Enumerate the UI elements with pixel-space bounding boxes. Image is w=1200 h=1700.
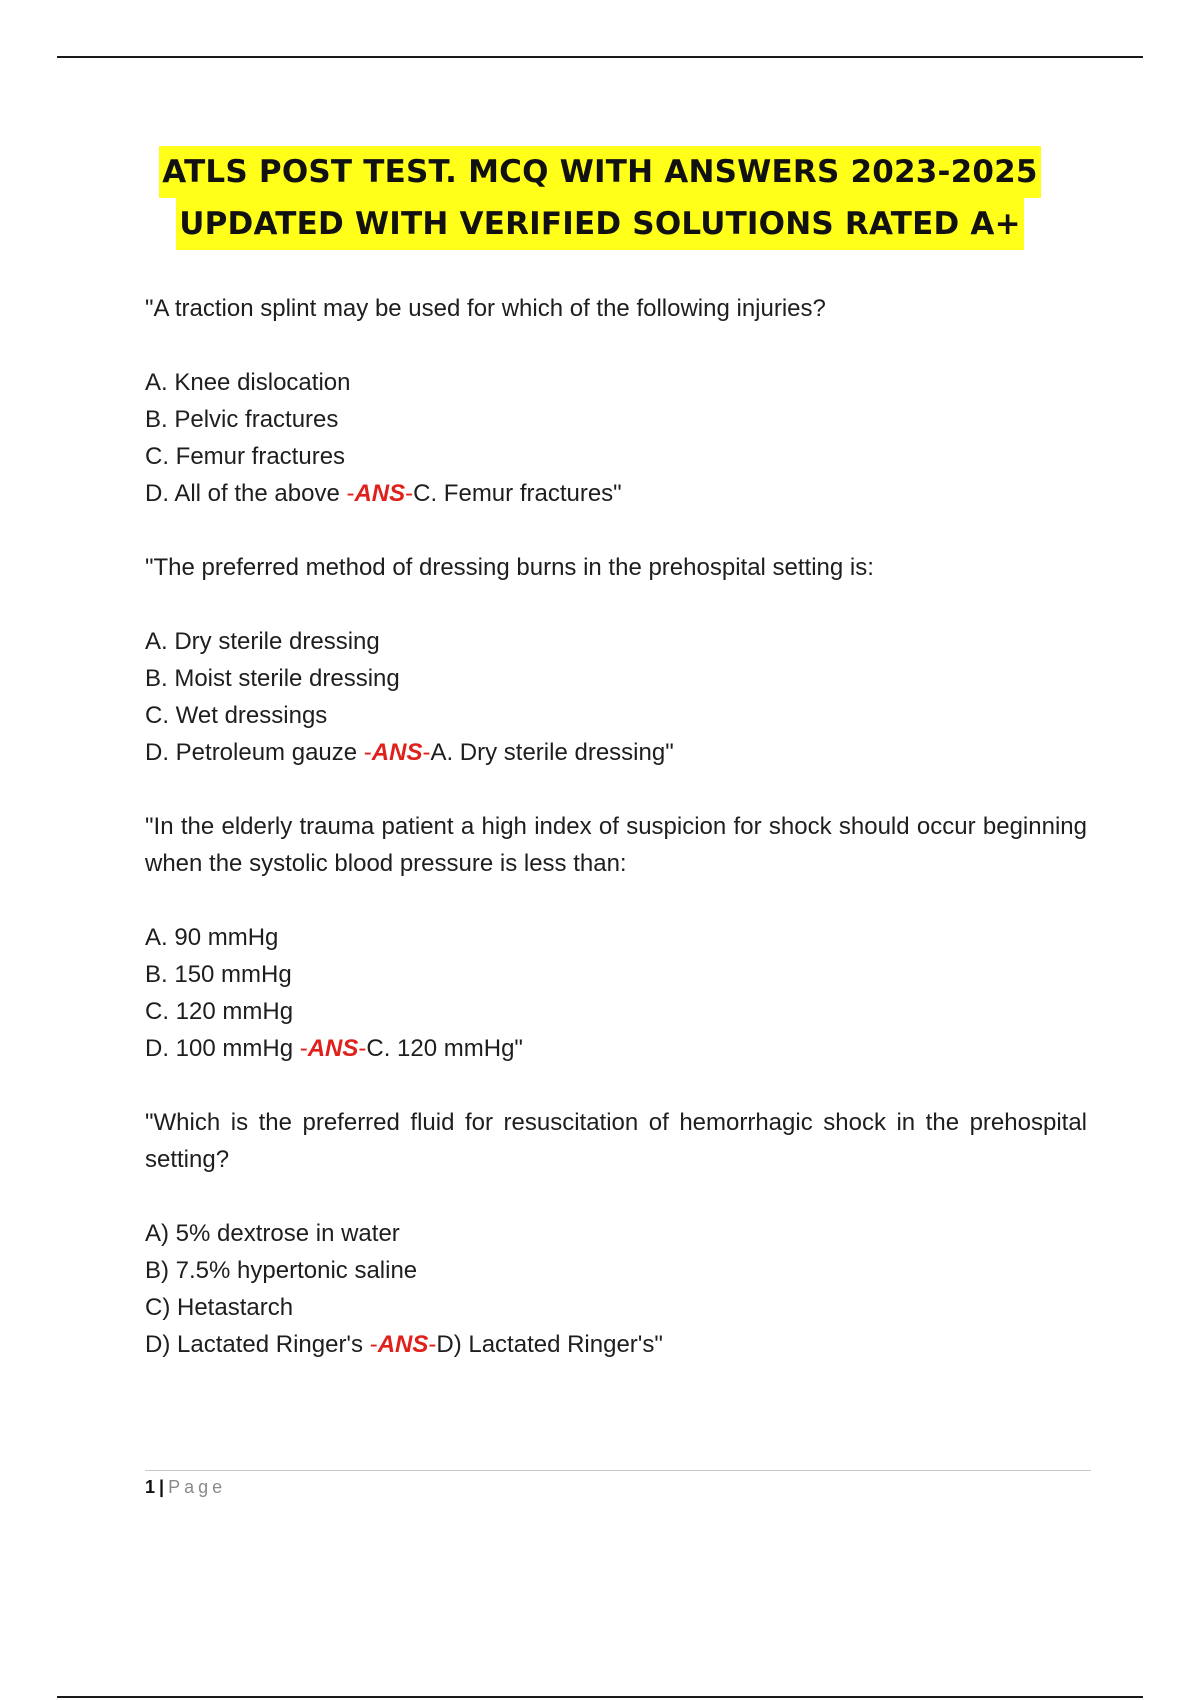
answer-marker: ANS xyxy=(354,480,406,507)
option-list xyxy=(145,364,1087,512)
question-text: "In the elderly trauma patient a high index of suspicion for shock should occur beginning when the systolic blood pressure is less than: xyxy=(145,813,1087,877)
question-text: "A traction splint may be used for which of the following injuries? xyxy=(145,295,826,322)
option-item: A) 5% dextrose in water xyxy=(145,1220,400,1247)
title-line-1: ATLS POST TEST. MCQ WITH ANSWERS 2023-2025 xyxy=(159,146,1040,198)
answer-text: D) Lactated Ringer's" xyxy=(436,1331,663,1358)
header-rule xyxy=(57,56,1143,58)
document-title xyxy=(0,146,1200,250)
page-footer xyxy=(145,1475,226,1499)
option-item-with-answer: D. Petroleum gauze -ANS-A. Dry sterile dressing" xyxy=(145,739,674,766)
bottom-rule xyxy=(57,1696,1143,1698)
option-list xyxy=(145,623,1087,771)
option-item: C. 120 mmHg xyxy=(145,998,294,1025)
footer-separator: | xyxy=(159,1477,165,1497)
question-block-3 xyxy=(145,808,1087,1067)
option-item-with-answer: D) Lactated Ringer's -ANS-D) Lactated Ringer's" xyxy=(145,1331,663,1358)
option-item: A. Dry sterile dressing xyxy=(145,628,380,655)
question-text: "Which is the preferred fluid for resuscitation of hemorrhagic shock in the prehospital setting? xyxy=(145,1109,1087,1173)
option-item: B) 7.5% hypertonic saline xyxy=(145,1257,418,1284)
option-item-with-answer: D. 100 mmHg -ANS-C. 120 mmHg" xyxy=(145,1035,523,1062)
option-item: B. 150 mmHg xyxy=(145,961,292,988)
option-item: C. Femur fractures xyxy=(145,443,346,470)
question-block-4 xyxy=(145,1104,1087,1363)
option-item: C) Hetastarch xyxy=(145,1294,294,1321)
option-text: D) Lactated Ringer's xyxy=(145,1331,370,1358)
page-label: Page xyxy=(168,1477,227,1497)
option-item: B. Moist sterile dressing xyxy=(145,665,400,692)
option-item: B. Pelvic fractures xyxy=(145,406,339,433)
footer-rule xyxy=(145,1470,1091,1471)
answer-marker: ANS xyxy=(371,739,423,766)
answer-text: C. Femur fractures" xyxy=(413,480,622,507)
question-block-2 xyxy=(145,549,1087,771)
answer-text: A. Dry sterile dressing" xyxy=(430,739,674,766)
option-item: C. Wet dressings xyxy=(145,702,328,729)
question-list xyxy=(145,290,1087,1400)
option-text: D. 100 mmHg xyxy=(145,1035,300,1062)
option-text: D. Petroleum gauze xyxy=(145,739,364,766)
question-block-1 xyxy=(145,290,1087,512)
question-text: "The preferred method of dressing burns in the prehospital setting is: xyxy=(145,554,874,581)
answer-text: C. 120 mmHg" xyxy=(366,1035,523,1062)
option-list xyxy=(145,919,1087,1067)
page-number: 1 xyxy=(145,1477,156,1497)
answer-marker: ANS xyxy=(377,1331,429,1358)
option-item: A. Knee dislocation xyxy=(145,369,351,396)
option-list xyxy=(145,1215,1087,1363)
answer-marker: ANS xyxy=(307,1035,359,1062)
option-item-with-answer: D. All of the above -ANS-C. Femur fractures" xyxy=(145,480,622,507)
option-item: A. 90 mmHg xyxy=(145,924,279,951)
title-line-2: UPDATED WITH VERIFIED SOLUTIONS RATED A+ xyxy=(176,198,1024,250)
option-text: D. All of the above xyxy=(145,480,347,507)
